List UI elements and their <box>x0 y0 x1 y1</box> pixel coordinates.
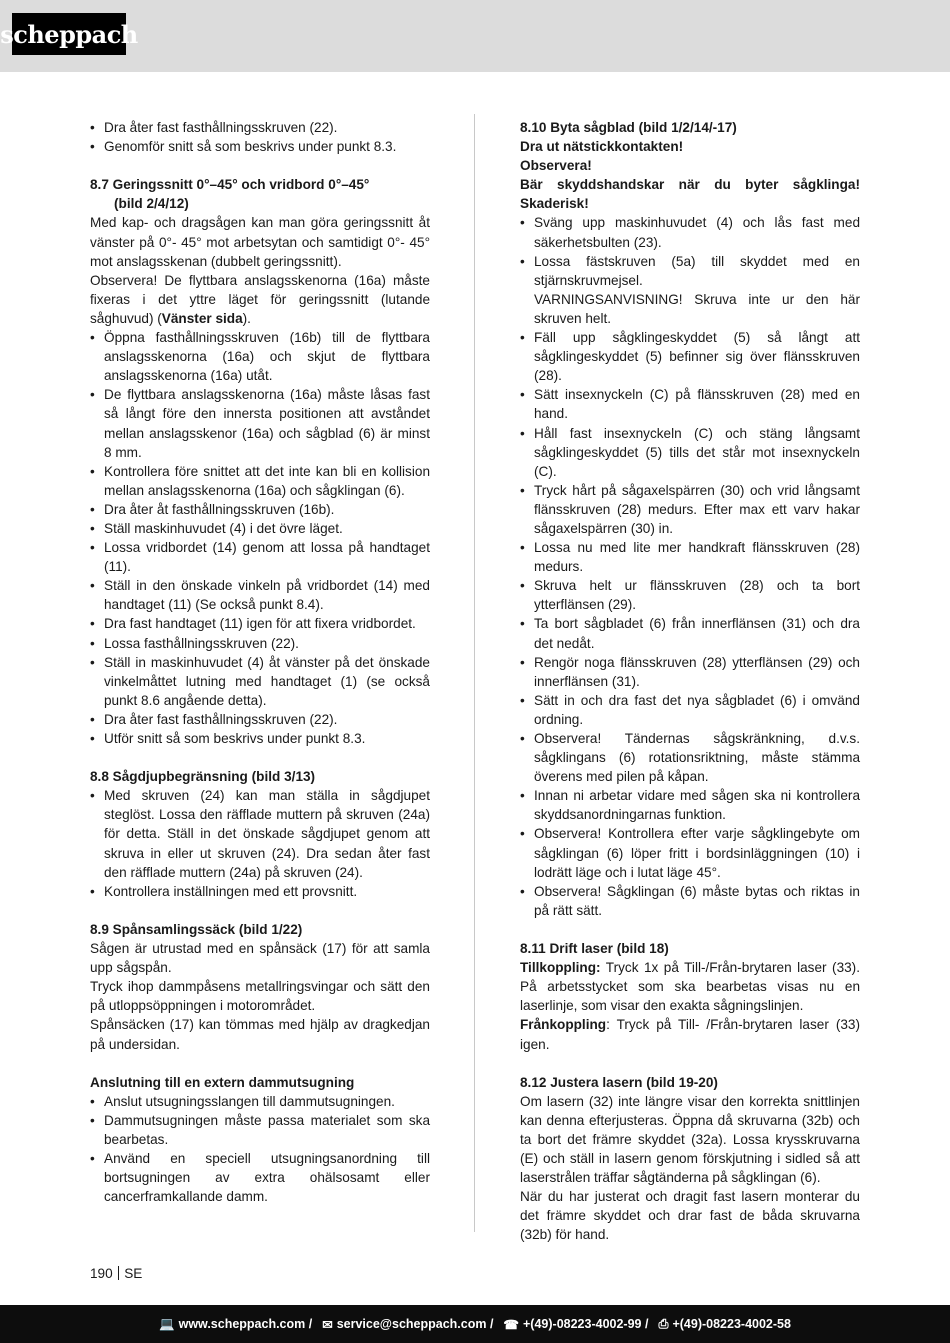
footer-phone: +(49)-08223-4002-99 / <box>523 1317 649 1331</box>
page-number: 190 SE <box>90 1266 143 1281</box>
list-item: • Håll fast insexnyckeln (C) och stäng långsamt sågklingeskyddet (5) tills det står mot insexnyckeln (C). <box>520 424 860 481</box>
column-divider <box>474 114 475 1232</box>
bullet-list-8-7 <box>90 328 430 748</box>
section-heading-8-8: 8.8 Sågdjupbegränsning (bild 3/13) <box>90 769 316 785</box>
list-item: • Använd en speciell utsugningsanordning till bortsugningen av extra ohälsosamt eller cancerframkallande damm. <box>90 1149 430 1206</box>
phone-icon: ☎ <box>503 1317 519 1332</box>
list-item: • Dra åter fast fasthållningsskruven (22). <box>90 710 430 729</box>
paragraph: Tryck ihop dammpåsens metallringsvingar och sätt den på utloppsöppningen i motorområdet. <box>90 979 430 1014</box>
section-heading-8-7-sub: (bild 2/4/12) <box>114 196 189 212</box>
list-item: • Ställ in den önskade vinkeln på vridbordet (14) med handtaget (11) (Se också punkt 8.4). <box>90 576 430 614</box>
brand-logo[interactable]: scheppach <box>12 13 126 55</box>
list-item: • Lossa nu med lite mer handkraft flänsskruven (28) medurs. <box>520 538 860 576</box>
bold-text: Vänster sida <box>161 310 243 326</box>
list-item: • Anslut utsugningsslangen till dammutsugningen. <box>90 1092 430 1111</box>
warning-gloves: Bär skyddshandskar när du byter sågklinga! Skaderisk! <box>520 177 860 212</box>
list-item: • Tryck hårt på sågaxelspärren (30) och vrid långsamt flänsskruven (28) medurs. Efter max ett varv hakar sågaxelspärren (30) in. <box>520 481 860 538</box>
footer-website-link[interactable]: www.scheppach.com / <box>178 1317 313 1331</box>
warning-note: VARNINGSANVISNING! Skruva inte ur den här skruven helt. <box>534 291 860 326</box>
footer-fax: +(49)-08223-4002-58 <box>672 1317 791 1331</box>
section-heading-8-9: 8.9 Spånsamlingssäck (bild 1/22) <box>90 921 303 937</box>
paragraph: Frånkoppling: Tryck på Till- /Från-brytaren laser (33) igen. <box>520 1017 860 1052</box>
computer-icon: 💻 <box>159 1316 175 1331</box>
list-item: • Dammutsugningen måste passa materialet som ska bearbetas. <box>90 1111 430 1149</box>
section-heading-8-12: 8.12 Justera lasern (bild 19-20) <box>520 1074 718 1090</box>
bullet-list-8-10 <box>520 213 860 919</box>
paragraph: Observera! De flyttbara anslagsskenorna (16a) måste fixeras i det yttre läget för geringssnitt (lutande såghuvud) (Vänster sida). <box>90 272 430 326</box>
footer-email-link[interactable]: service@scheppach.com / <box>336 1317 494 1331</box>
warning-unplug: Dra ut nätstickkontakten! <box>520 139 684 155</box>
list-item: • Observera! Kontrollera efter varje sågklingebyte om sågklingan (6) löper fritt i bordsinläggningen (10) i lodrätt läge och i lutat läge 45°. <box>520 824 860 881</box>
section-heading-extern: Anslutning till en extern dammutsugning <box>90 1074 355 1090</box>
paragraph: Sågen är utrustad med en spånsäck (17) för att samla upp sågspån. <box>90 941 430 976</box>
footer-bar <box>0 1305 950 1343</box>
bullet-list-extern <box>90 1092 430 1207</box>
list-item: • Lossa vridbordet (14) genom att lossa på handtaget (11). <box>90 538 430 576</box>
paragraph: Med kap- och dragsågen kan man göra geringssnitt åt vänster på 0°- 45° mot arbetsytan och samtidigt 0°- 45° mot anslagsskenan (dubbelt geringssnitt). <box>90 215 430 269</box>
paragraph: Om lasern (32) inte längre visar den korrekta snittlinjen kan denna efterjusteras. Öppna då skruvarna (32b) och ta bort det främre skyddet (32a). Lossa krysskruvarna (E) och ställ in lasern genom förskjutning i sidled så att laserstrålen träffar sågtänderna på sågklingan (6). <box>520 1093 860 1186</box>
list-item: • Ta bort sågbladet (6) från innerflänsen (31) och dra det nedåt. <box>520 614 860 652</box>
list-item: • Dra åter fast fasthållningsskruven (22). <box>90 118 430 137</box>
list-item: • Kontrollera före snittet att det inte kan bli en kollision mellan anslagsskenorna (16a) och sågklingan (6). <box>90 462 430 500</box>
bullet-list-top <box>90 118 430 156</box>
list-item: • Dra åter åt fasthållningsskruven (16b). <box>90 500 430 519</box>
list-item: • Öppna fasthållningsskruven (16b) till de flyttbara anslagsskenorna (16a) och skjut de flyttbara anslagsskenorna (16a) utåt. <box>90 328 430 385</box>
list-item: • Lossa fästskruven (5a) till skyddet med en stjärnskruvmejsel. VARNINGSANVISNING! Skruva inte ur den här skruven helt. <box>520 252 860 328</box>
list-item: • Sätt insexnyckeln (C) på flänsskruven (28) med en hand. <box>520 385 860 423</box>
section-heading-8-10: 8.10 Byta sågblad (bild 1/2/14/-17) <box>520 120 737 135</box>
list-item: • Sväng upp maskinhuvudet (4) och lås fast med säkerhetsbulten (23). <box>520 213 860 251</box>
fax-icon: ⎙ <box>658 1316 669 1331</box>
list-item: • Skruva helt ur flänsskruven (28) och ta bort ytterflänsen (29). <box>520 576 860 614</box>
list-item: • Sätt in och dra fast det nya sågbladet (6) i omvänd ordning. <box>520 691 860 729</box>
list-item: • Fäll upp sågklingeskyddet (5) så långt att sågklingeskyddet (5) befinner sig över flänsskruven (28). <box>520 328 860 385</box>
list-item: • Lossa fasthållningsskruven (22). <box>90 634 430 653</box>
list-item: • Observera! Tändernas sågskränkning, d.v.s. sågklingans (6) rotationsriktning, måste stämma överens med pilen på kåpan. <box>520 729 860 786</box>
section-heading-8-11: 8.11 Drift laser (bild 18) <box>520 941 669 957</box>
list-item: • Dra fast handtaget (11) igen för att fixera vridbordet. <box>90 614 430 633</box>
header-band <box>0 0 950 72</box>
paragraph: Tillkoppling: Tryck 1x på Till-/Från-brytaren laser (33). På arbetsstycket som ska bearbetas visas nu en laserlinje, som visar den exakta sågningslinjen. <box>520 960 860 1014</box>
section-heading-8-7: 8.7 Geringssnitt 0°–45° och vridbord 0°–45° <box>90 177 370 193</box>
list-item: • Med skruven (24) kan man ställa in sågdjupet steglöst. Lossa den räfflade muttern på skruven (24a) för detta. Ställ in det önskade sågdjupet genom att skruva in eller ut skruven (24). Dra sedan åter fast den räfflade muttern (24a) på skruven (24). <box>90 786 430 881</box>
right-column <box>520 118 860 1245</box>
list-item: • Kontrollera inställningen med ett provsnitt. <box>90 882 430 901</box>
warning-observe: Observera! <box>520 158 592 174</box>
list-item: • Rengör noga flänsskruven (28) ytterflänsen (29) och innerflänsen (31). <box>520 653 860 691</box>
list-item: • Ställ maskinhuvudet (4) i det övre läget. <box>90 519 430 538</box>
list-item: • Utför snitt så som beskrivs under punkt 8.3. <box>90 729 430 748</box>
list-item: • Observera! Sågklingan (6) måste bytas och riktas in på rätt sätt. <box>520 882 860 920</box>
list-item: • Genomför snitt så som beskrivs under punkt 8.3. <box>90 137 430 156</box>
list-item: • De flyttbara anslagsskenorna (16a) måste låsas fast så långt före den innersta positionen att avståndet mellan anslagsskenor (16a) och sågblad (6) är minst 8 mm. <box>90 385 430 461</box>
bullet-list-8-8 <box>90 786 430 901</box>
list-item: • Ställ in maskinhuvudet (4) åt vänster på det önskade vinkelmåttet lutning med handtaget (1) (se också punkt 8.6 angående detta). <box>90 653 430 710</box>
paragraph: När du har justerat och dragit fast lasern monterar du det främre skyddet och drar fast de båda skruvarna (32b) för hand. <box>520 1189 860 1243</box>
list-item: • Innan ni arbetar vidare med sågen ska ni kontrollera skyddsanordningarnas funktion. <box>520 786 860 824</box>
left-column <box>90 118 430 1206</box>
mail-icon: ✉ <box>322 1317 333 1332</box>
paragraph: Spånsäcken (17) kan tömmas med hjälp av dragkedjan på undersidan. <box>90 1017 430 1052</box>
